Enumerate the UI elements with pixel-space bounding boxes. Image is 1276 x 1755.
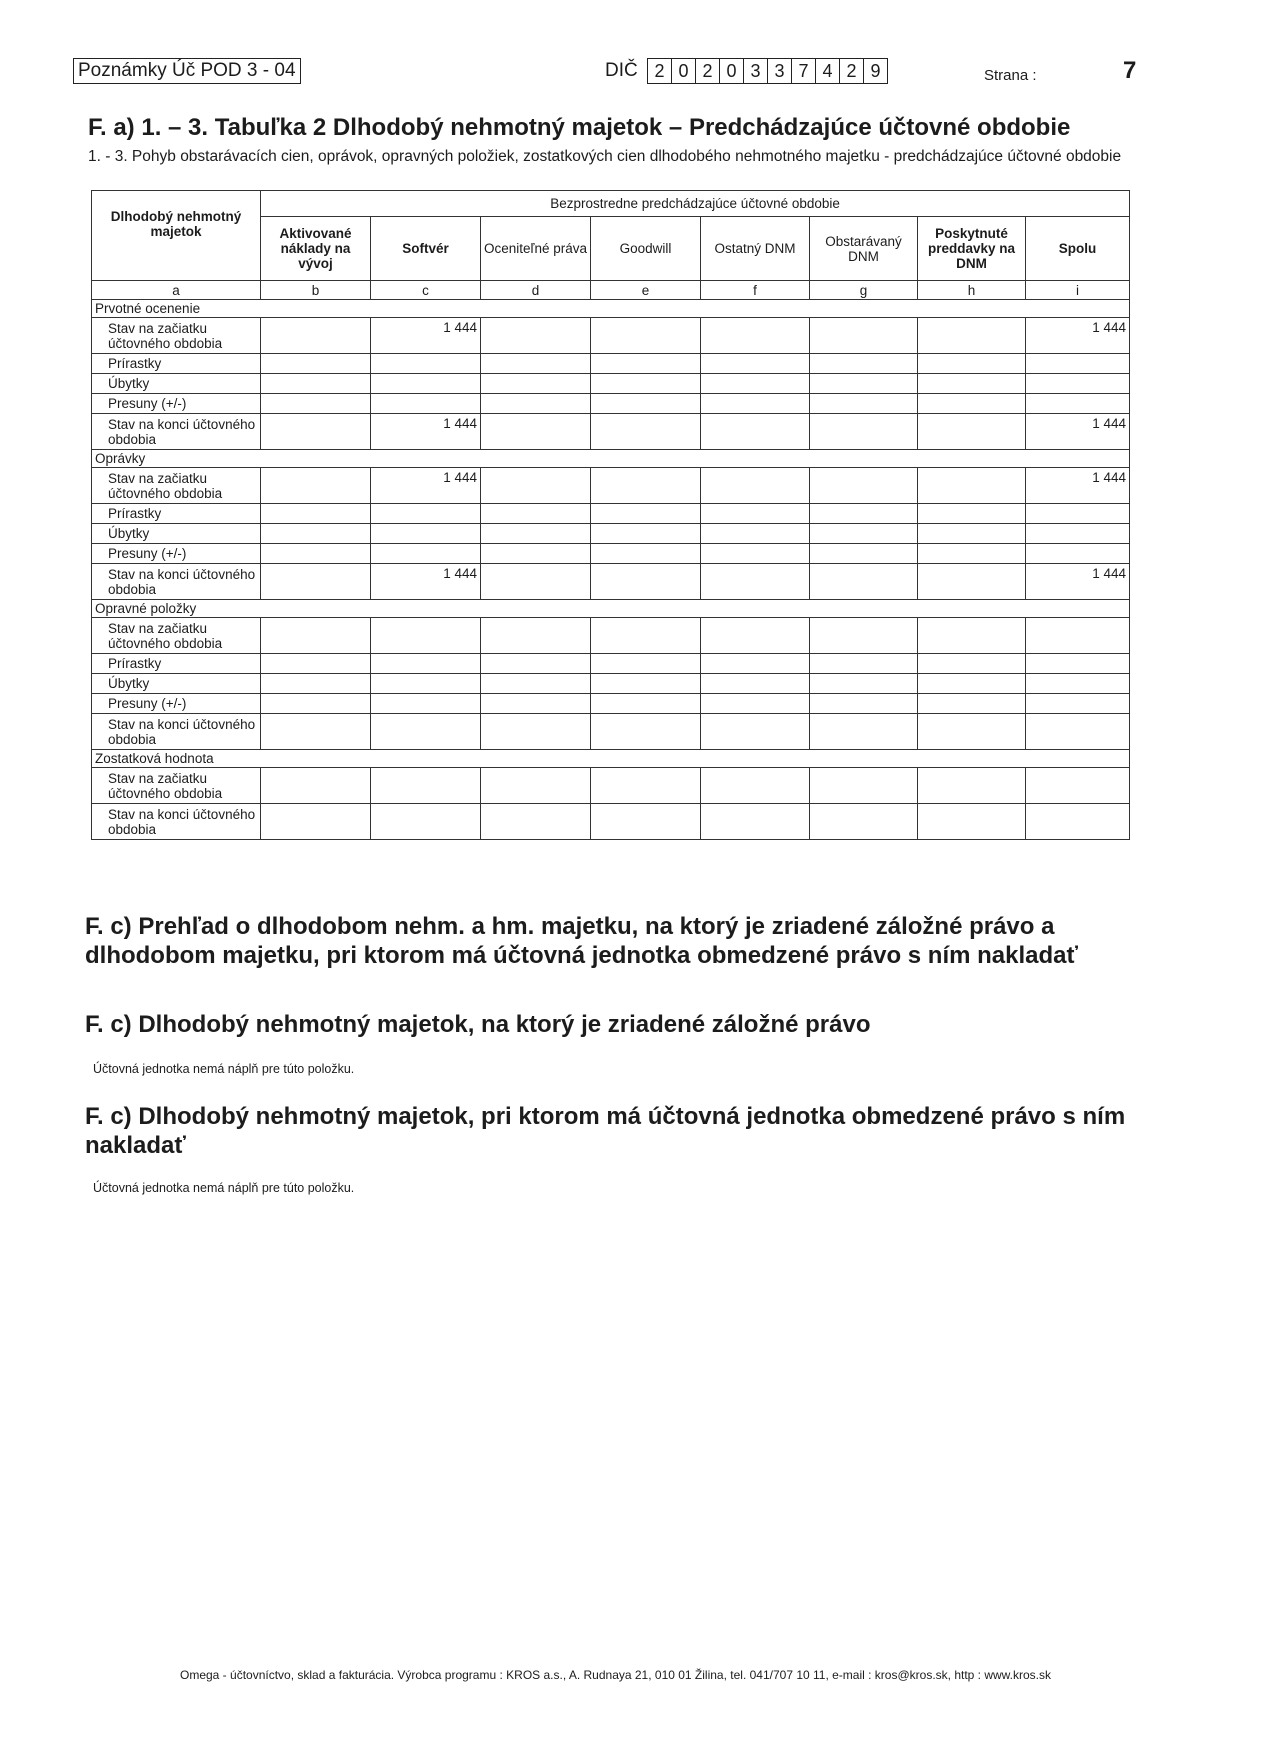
overview-heading: F. c) Prehľad o dlhodobom nehm. a hm. majetku, na ktorý je zriadené záložné právo a dlhodobom majetku, pri ktorom má účtovná jednotka obmedzené právo s ním nakladať	[85, 913, 1079, 969]
dic-digit-box: 2	[695, 59, 719, 83]
value-cell	[918, 354, 1026, 374]
value-cell	[810, 544, 918, 564]
value-cell	[261, 654, 371, 674]
value-cell	[481, 694, 591, 714]
value-cell	[1026, 394, 1130, 414]
column-header: Aktivované náklady na vývoj	[261, 217, 371, 281]
value-cell	[591, 564, 701, 600]
value-cell	[918, 524, 1026, 544]
dic-digit-box: 3	[743, 59, 767, 83]
value-cell	[261, 524, 371, 544]
value-cell	[481, 394, 591, 414]
value-cell	[810, 674, 918, 694]
value-cell	[701, 564, 810, 600]
value-cell	[261, 618, 371, 654]
value-cell	[810, 654, 918, 674]
value-cell	[1026, 354, 1130, 374]
value-cell	[591, 714, 701, 750]
value-cell	[1026, 654, 1130, 674]
value-cell	[481, 714, 591, 750]
column-header: Obstarávaný DNM	[810, 217, 918, 281]
row-label: Prírastky	[92, 354, 261, 374]
row-label: Stav na konci účtovného obdobia	[92, 564, 261, 600]
row-label: Presuny (+/-)	[92, 694, 261, 714]
value-cell: 1 444	[371, 564, 481, 600]
value-cell	[701, 394, 810, 414]
value-cell	[701, 374, 810, 394]
value-cell	[701, 618, 810, 654]
value-cell	[810, 374, 918, 394]
value-cell	[481, 414, 591, 450]
value-cell	[701, 768, 810, 804]
value-cell	[810, 768, 918, 804]
value-cell: 1 444	[1026, 318, 1130, 354]
value-cell	[481, 564, 591, 600]
value-cell	[481, 354, 591, 374]
table-row	[92, 374, 1130, 394]
value-cell	[591, 524, 701, 544]
table-row	[92, 544, 1130, 564]
value-cell	[371, 768, 481, 804]
table-row	[92, 694, 1130, 714]
value-cell	[371, 354, 481, 374]
value-cell	[701, 468, 810, 504]
dic-digit-box: 0	[671, 59, 695, 83]
row-label: Úbytky	[92, 374, 261, 394]
value-cell	[591, 618, 701, 654]
value-cell	[918, 468, 1026, 504]
value-cell	[918, 804, 1026, 840]
value-cell: 1 444	[371, 468, 481, 504]
value-cell	[261, 714, 371, 750]
group-title: Zostatková hodnota	[92, 750, 1130, 768]
value-cell	[701, 804, 810, 840]
value-cell	[591, 414, 701, 450]
table-row	[92, 674, 1130, 694]
value-cell	[918, 374, 1026, 394]
row-label: Stav na začiatku účtovného obdobia	[92, 618, 261, 654]
column-letter: h	[918, 281, 1026, 300]
section-title: F. a) 1. – 3. Tabuľka 2 Dlhodobý nehmotný majetok – Predchádzajúce účtovné obdobie	[88, 114, 1071, 141]
row-label: Prírastky	[92, 654, 261, 674]
page-number: 7	[1123, 57, 1137, 84]
dic-digit-box: 3	[767, 59, 791, 83]
column-letter: e	[591, 281, 701, 300]
value-cell: 1 444	[371, 414, 481, 450]
value-cell	[591, 674, 701, 694]
value-cell	[261, 674, 371, 694]
column-header: Ostatný DNM	[701, 217, 810, 281]
footer: Omega - účtovníctvo, sklad a fakturácia. Výrobca programu : KROS a.s., A. Rudnaya 21, 010 01 Žilina, tel. 041/707 10 11, e-mail : kros@kros.sk, http : www.kros.sk	[180, 1668, 1052, 1682]
value-cell	[1026, 674, 1130, 694]
group-title: Prvotné ocenenie	[92, 300, 1130, 318]
value-cell	[371, 694, 481, 714]
value-cell: 1 444	[1026, 414, 1130, 450]
value-cell	[261, 804, 371, 840]
row-label: Stav na konci účtovného obdobia	[92, 804, 261, 840]
value-cell	[481, 318, 591, 354]
value-cell	[918, 714, 1026, 750]
value-cell	[481, 374, 591, 394]
value-cell	[481, 504, 591, 524]
value-cell	[810, 394, 918, 414]
value-cell	[918, 318, 1026, 354]
value-cell	[261, 354, 371, 374]
value-cell	[810, 714, 918, 750]
table-row	[92, 414, 1130, 450]
dic-digit-box: 2	[654, 61, 665, 81]
value-cell	[481, 544, 591, 564]
row-label: Stav na začiatku účtovného obdobia	[92, 768, 261, 804]
value-cell	[591, 804, 701, 840]
table-row	[92, 354, 1130, 374]
value-cell	[261, 694, 371, 714]
row-label: Úbytky	[92, 524, 261, 544]
column-header: Oceniteľné práva	[481, 217, 591, 281]
value-cell	[701, 354, 810, 374]
value-cell	[591, 354, 701, 374]
value-cell	[810, 504, 918, 524]
value-cell	[810, 354, 918, 374]
row-label: Presuny (+/-)	[92, 544, 261, 564]
value-cell	[591, 544, 701, 564]
row-label: Stav na konci účtovného obdobia	[92, 714, 261, 750]
value-cell	[701, 318, 810, 354]
value-cell	[918, 674, 1026, 694]
table-row	[92, 654, 1130, 674]
table-row	[92, 468, 1130, 504]
column-letter: g	[810, 281, 918, 300]
value-cell	[481, 618, 591, 654]
value-cell	[261, 544, 371, 564]
column-header: Poskytnuté preddavky na DNM	[918, 217, 1026, 281]
table-row	[92, 768, 1130, 804]
table-row	[92, 524, 1130, 544]
column-letter: a	[92, 281, 261, 300]
group-title: Oprávky	[92, 450, 1130, 468]
value-cell	[591, 374, 701, 394]
value-cell	[591, 468, 701, 504]
value-cell	[481, 768, 591, 804]
section-subtitle: 1. - 3. Pohyb obstarávacích cien, oprávok, opravných položiek, zostatkových cien dlhodobého nehmotného majetku - predchádzajúce účtovné obdobie	[88, 148, 1122, 165]
intangible-assets-table	[91, 190, 1130, 840]
value-cell	[1026, 694, 1130, 714]
table-row	[92, 564, 1130, 600]
page-label: Strana :	[984, 67, 1037, 84]
value-cell	[918, 414, 1026, 450]
group-title: Opravné položky	[92, 600, 1130, 618]
first-col-header: Dlhodobý nehmotný majetok	[92, 191, 261, 281]
value-cell	[481, 654, 591, 674]
value-cell: 1 444	[371, 318, 481, 354]
row-label: Úbytky	[92, 674, 261, 694]
value-cell	[591, 318, 701, 354]
value-cell	[810, 318, 918, 354]
value-cell	[810, 414, 918, 450]
value-cell	[261, 318, 371, 354]
value-cell	[701, 544, 810, 564]
restricted-note: Účtovná jednotka nemá náplň pre túto položku.	[93, 1181, 355, 1195]
value-cell	[1026, 544, 1130, 564]
value-cell	[810, 804, 918, 840]
value-cell	[918, 618, 1026, 654]
value-cell	[810, 694, 918, 714]
dic-label: DIČ	[605, 60, 638, 81]
value-cell: 1 444	[1026, 564, 1130, 600]
value-cell	[371, 674, 481, 694]
form-code: Poznámky Úč POD 3 - 04	[73, 58, 301, 84]
table-row	[92, 618, 1130, 654]
value-cell	[371, 654, 481, 674]
value-cell	[918, 504, 1026, 524]
value-cell	[1026, 768, 1130, 804]
value-cell	[371, 394, 481, 414]
value-cell	[261, 394, 371, 414]
row-label: Stav na začiatku účtovného obdobia	[92, 318, 261, 354]
value-cell	[481, 468, 591, 504]
value-cell	[591, 394, 701, 414]
column-letter: c	[371, 281, 481, 300]
row-label: Stav na začiatku účtovného obdobia	[92, 468, 261, 504]
table-row	[92, 394, 1130, 414]
value-cell	[371, 618, 481, 654]
value-cell	[261, 374, 371, 394]
value-cell	[1026, 714, 1130, 750]
value-cell	[481, 524, 591, 544]
value-cell	[371, 504, 481, 524]
value-cell	[591, 694, 701, 714]
value-cell	[371, 804, 481, 840]
value-cell	[701, 674, 810, 694]
dic-digit-box: 4	[815, 59, 839, 83]
value-cell	[261, 768, 371, 804]
value-cell	[701, 524, 810, 544]
value-cell	[261, 564, 371, 600]
value-cell	[261, 468, 371, 504]
table-row	[92, 318, 1130, 354]
value-cell	[261, 504, 371, 524]
value-cell	[701, 694, 810, 714]
dic-digit-box: 2	[839, 59, 863, 83]
value-cell	[1026, 374, 1130, 394]
value-cell	[371, 544, 481, 564]
restricted-heading: F. c) Dlhodobý nehmotný majetok, pri ktorom má účtovná jednotka obmedzené právo s ním nakladať	[85, 1103, 1126, 1159]
table-row	[92, 804, 1130, 840]
column-header: Goodwill	[591, 217, 701, 281]
value-cell	[918, 394, 1026, 414]
value-cell	[810, 524, 918, 544]
column-header: Spolu	[1026, 217, 1130, 281]
value-cell	[810, 618, 918, 654]
value-cell	[371, 524, 481, 544]
value-cell	[591, 654, 701, 674]
dic-digit-box: 9	[863, 59, 887, 83]
table-row	[92, 714, 1130, 750]
row-label: Stav na konci účtovného obdobia	[92, 414, 261, 450]
value-cell	[701, 654, 810, 674]
value-cell	[261, 414, 371, 450]
value-cell	[918, 768, 1026, 804]
value-cell	[481, 674, 591, 694]
dic-digit-box: 7	[791, 59, 815, 83]
table-row	[92, 504, 1130, 524]
row-label: Prírastky	[92, 504, 261, 524]
value-cell	[1026, 804, 1130, 840]
period-group-header: Bezprostredne predchádzajúce účtovné obdobie	[261, 191, 1130, 217]
value-cell	[1026, 618, 1130, 654]
value-cell	[918, 654, 1026, 674]
value-cell	[1026, 524, 1130, 544]
value-cell	[918, 544, 1026, 564]
value-cell	[481, 804, 591, 840]
column-letter: f	[701, 281, 810, 300]
row-label: Presuny (+/-)	[92, 394, 261, 414]
value-cell	[591, 504, 701, 524]
value-cell	[810, 564, 918, 600]
value-cell	[591, 768, 701, 804]
value-cell	[810, 468, 918, 504]
value-cell	[371, 714, 481, 750]
pledge-heading: F. c) Dlhodobý nehmotný majetok, na ktorý je zriadené záložné právo	[85, 1011, 871, 1038]
column-letter: d	[481, 281, 591, 300]
value-cell	[701, 714, 810, 750]
value-cell	[918, 694, 1026, 714]
value-cell: 1 444	[1026, 468, 1130, 504]
dic-digit-boxes	[647, 58, 888, 84]
dic-digit-box: 0	[719, 59, 743, 83]
column-letter: b	[261, 281, 371, 300]
value-cell	[371, 374, 481, 394]
pledge-note: Účtovná jednotka nemá náplň pre túto položku.	[93, 1062, 355, 1076]
value-cell	[701, 414, 810, 450]
value-cell	[701, 504, 810, 524]
column-header: Softvér	[371, 217, 481, 281]
column-letter: i	[1026, 281, 1130, 300]
value-cell	[1026, 504, 1130, 524]
value-cell	[918, 564, 1026, 600]
